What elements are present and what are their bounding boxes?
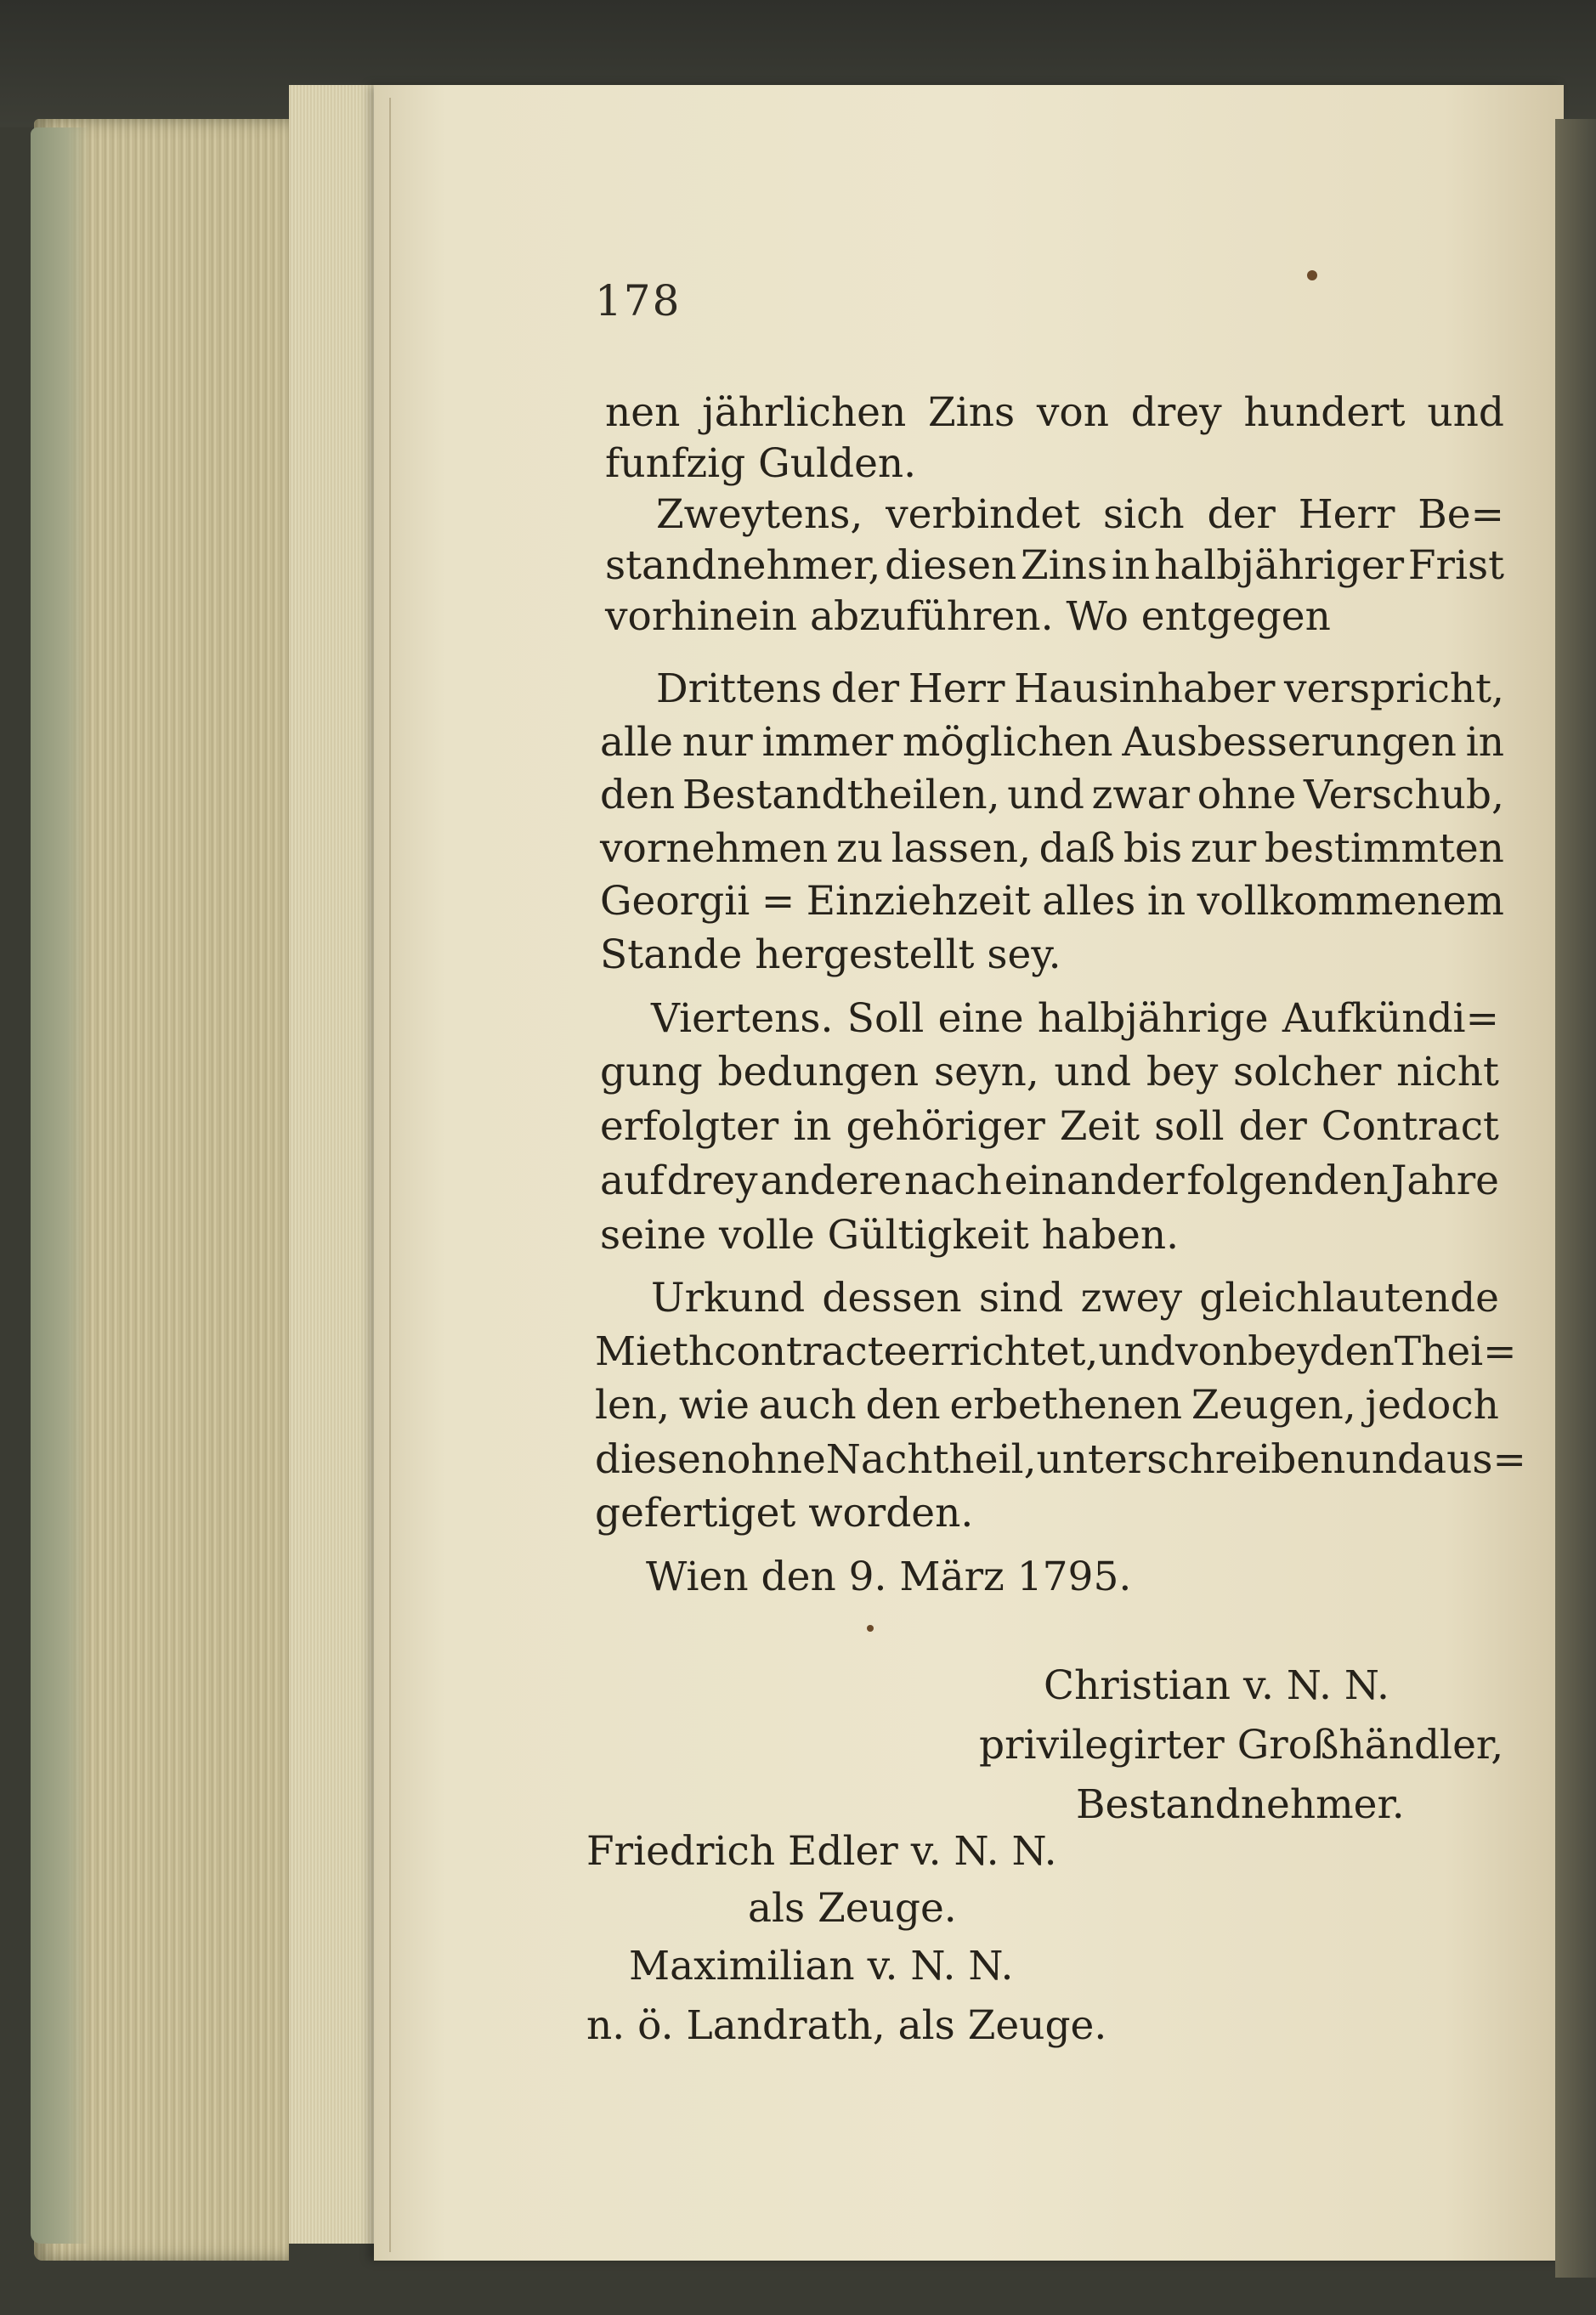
text-line: vornehmen zu lassen, daß bis zur bestimmten bbox=[600, 825, 1504, 872]
text-line: funfzig Gulden. bbox=[605, 440, 917, 487]
text-line: erfolgter in gehöriger Zeit soll der Contract bbox=[600, 1103, 1499, 1150]
text-line: alle nur immer möglichen Ausbesserungen in bbox=[600, 719, 1504, 766]
text-line: standnehmer, diesen Zins in halbjähriger Frist bbox=[605, 542, 1504, 589]
text-line: Drittens der Herr Hausinhaber verspricht, bbox=[656, 665, 1504, 712]
text-line: len, wie auch den erbethenen Zeugen, jedoch bbox=[595, 1382, 1499, 1429]
text-line: vorhinein abzuführen. Wo entgegen bbox=[605, 593, 1331, 640]
signature-line: Friedrich Edler v. N. N. bbox=[586, 1828, 1057, 1875]
text-line: Georgii = Einziehzeit alles in vollkommenem bbox=[600, 878, 1504, 925]
text-line: diesen ohne Nachtheil, unterschreiben und aus= bbox=[595, 1436, 1526, 1483]
signature-line: n. ö. Landrath, als Zeuge. bbox=[586, 2002, 1107, 2049]
text-line: Miethcontracte errichtet, und von beyden Thei= bbox=[595, 1328, 1517, 1375]
text-line: gung bedungen seyn, und bey solcher nicht bbox=[600, 1049, 1499, 1095]
page-number: 178 bbox=[595, 276, 682, 325]
text-line: Urkund dessen sind zwey gleichlautende bbox=[651, 1275, 1499, 1322]
text-line: Zweytens, verbindet sich der Herr Be= bbox=[656, 491, 1504, 538]
text-line: Viertens. Soll eine halbjährige Aufkündi= bbox=[651, 995, 1499, 1042]
signature-line: Bestandnehmer. bbox=[1076, 1781, 1405, 1828]
text-line: den Bestandtheilen, und zwar ohne Verschub, bbox=[600, 772, 1504, 818]
signature-line: Maximilian v. N. N. bbox=[629, 1943, 1014, 1990]
text-line: nen jährlichen Zins von drey hundert und bbox=[605, 389, 1504, 436]
signature-line: privilegirter Großhändler, bbox=[979, 1722, 1504, 1769]
date-line: Wien den 9. März 1795. bbox=[646, 1554, 1132, 1600]
text-line: gefertiget worden. bbox=[595, 1490, 974, 1537]
text-line: auf drey andere nach einander folgenden Jahre bbox=[600, 1158, 1499, 1204]
text-line: Stande hergestellt sey. bbox=[600, 931, 1061, 978]
text-line: seine volle Gültigkeit haben. bbox=[600, 1212, 1180, 1259]
signature-line: als Zeuge. bbox=[748, 1885, 957, 1932]
signature-line: Christian v. N. N. bbox=[1044, 1662, 1389, 1709]
